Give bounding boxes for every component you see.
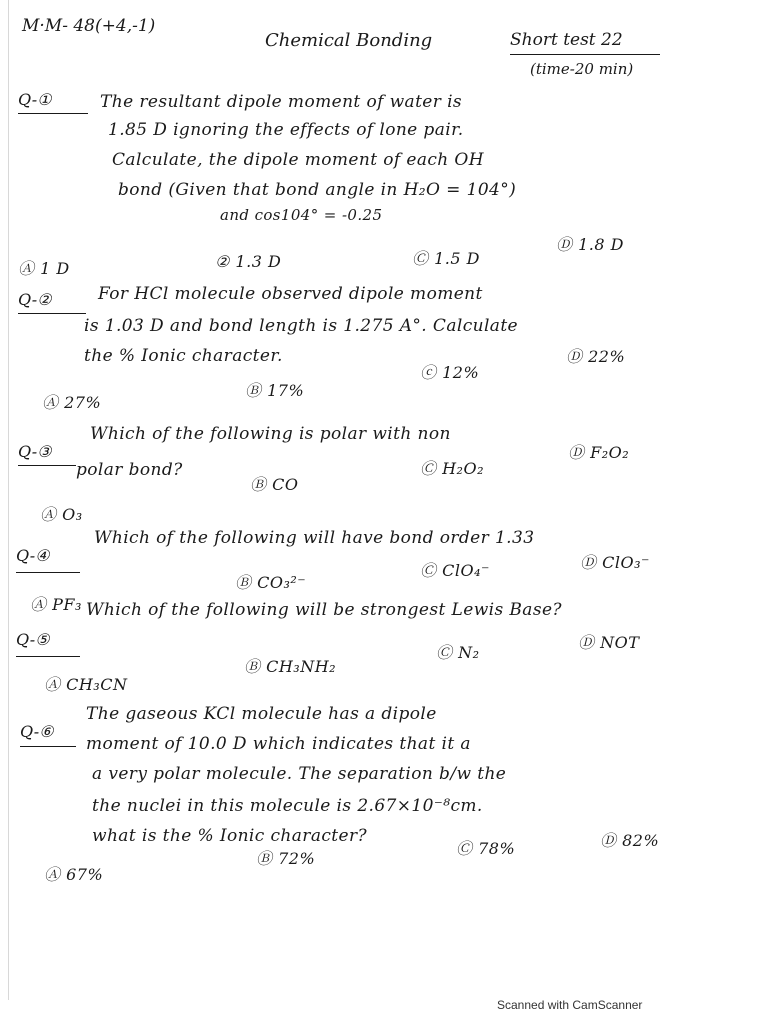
question-2-line-2: is 1.03 D and bond length is 1.275 A°. Calculate [84,316,519,336]
page-edge [8,0,9,1000]
question-6-line-1: The gaseous KCl molecule has a dipole [86,704,437,724]
question-1-underline [18,113,88,114]
question-5-line-1: Which of the following will be strongest Lewis Base? [86,600,562,620]
question-2-number: Q-② [18,290,52,309]
question-6-line-2: moment of 10.0 D which indicates that it a [86,734,471,754]
question-5-underline [16,656,80,657]
question-2-option-a: Ⓐ 27% [42,393,102,412]
question-1-number: Q-① [18,90,52,109]
question-3-underline [18,465,76,466]
question-4-number: Q-④ [16,546,50,565]
question-2-option-d: Ⓓ 22% [566,347,626,366]
question-2-line-3: the % Ionic character. [84,346,283,366]
question-1-line-1: The resultant dipole moment of water is [100,92,463,112]
question-1-option-c: Ⓒ 1.5 D [412,249,480,268]
question-5-option-d: Ⓓ NOT [578,633,640,652]
question-6-line-5: what is the % Ionic character? [92,826,368,846]
header-time: (time-20 min) [530,60,634,78]
question-3-line-2: polar bond? [76,460,183,480]
question-1-option-d: Ⓓ 1.8 D [556,235,624,254]
question-1-option-b: ② 1.3 D [215,252,282,271]
question-4-option-c: Ⓒ ClO₄⁻ [420,561,490,580]
question-1-line-5: and cos104° = -0.25 [220,206,383,224]
question-5-option-b: Ⓑ CH₃NH₂ [244,657,337,676]
question-1-line-2: 1.85 D ignoring the effects of lone pair. [108,120,464,140]
question-6-underline [20,746,76,747]
question-6-line-4: the nuclei in this molecule is 2.67×10⁻⁸cm. [92,796,483,816]
question-4-line-1: Which of the following will have bond order 1.33 [94,528,535,548]
question-2-underline [18,313,86,314]
question-4-option-a: Ⓐ PF₃ [30,595,82,614]
question-3-number: Q-③ [18,442,52,461]
question-6-option-c: Ⓒ 78% [456,839,516,858]
question-3-option-c: Ⓒ H₂O₂ [420,459,484,478]
question-6-option-a: Ⓐ 67% [44,865,104,884]
question-1-line-3: Calculate, the dipole moment of each OH [112,150,484,170]
scanner-watermark: Scanned with CamScanner [497,998,643,1012]
question-6-option-b: Ⓑ 72% [256,849,316,868]
question-4-underline [16,572,80,573]
question-5-number: Q-⑤ [16,630,50,649]
question-6-number: Q-⑥ [20,722,54,741]
header-test: Short test 22 [510,30,623,50]
header-title: Chemical Bonding [265,30,433,51]
question-4-option-d: Ⓓ ClO₃⁻ [580,553,650,572]
question-3-line-1: Which of the following is polar with non [90,424,451,444]
header-code: M·M- 48(+4,-1) [22,16,156,36]
question-3-option-d: Ⓓ F₂O₂ [568,443,630,462]
question-1-line-4: bond (Given that bond angle in H₂O = 104°) [118,180,517,200]
question-4-option-b: Ⓑ CO₃²⁻ [235,573,307,592]
question-2-option-b: Ⓑ 17% [245,381,305,400]
question-5-option-c: Ⓒ N₂ [436,643,480,662]
question-1-option-a: Ⓐ 1 D [18,259,70,278]
question-3-option-a: Ⓐ O₃ [40,505,83,524]
question-2-line-1: For HCl molecule observed dipole moment [98,284,483,304]
question-6-option-d: Ⓓ 82% [600,831,660,850]
question-5-option-a: Ⓐ CH₃CN [44,675,128,694]
header-test-underline [510,54,660,55]
question-3-option-b: Ⓑ CO [250,475,299,494]
question-6-line-3: a very polar molecule. The separation b/w the [92,764,507,784]
question-2-option-c: ⓒ 12% [420,363,480,382]
